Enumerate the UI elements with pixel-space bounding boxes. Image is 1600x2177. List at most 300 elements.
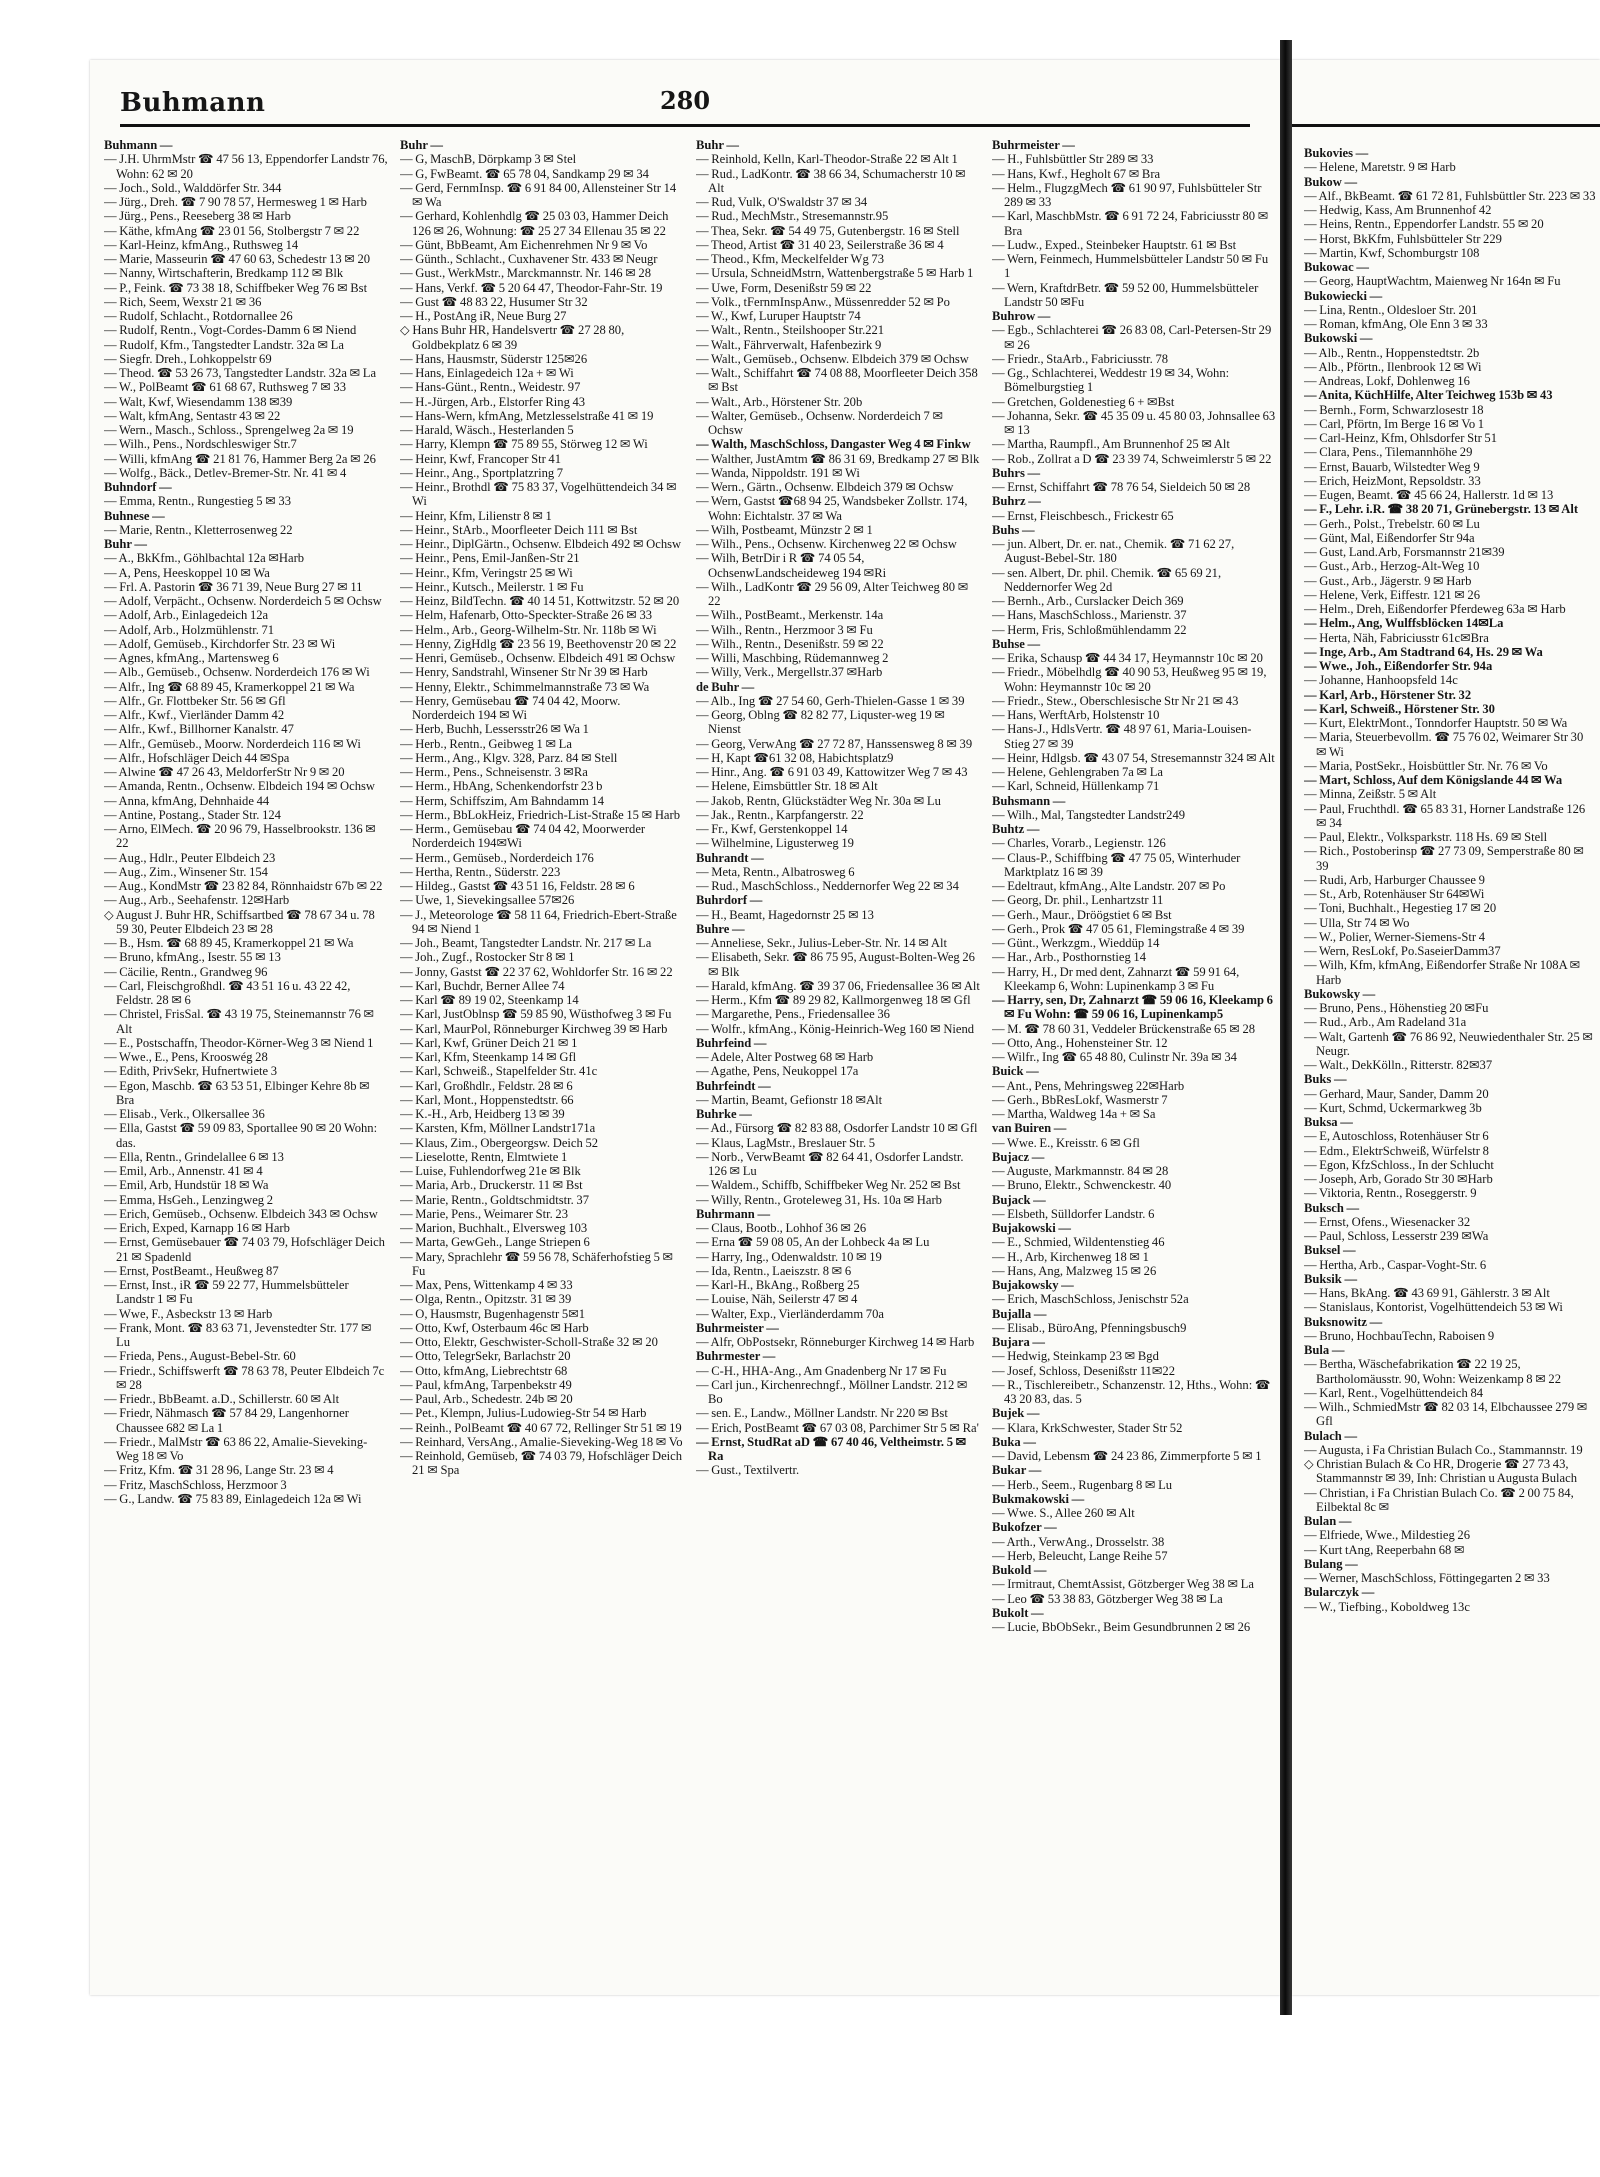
directory-entry: — Bertha, Wäschefabrikation ☎ 22 19 25, Bartholomäusstr. 90, Wohn: Weizenkamp 8 ✉ 22 — [1304, 1357, 1562, 1386]
directory-entry: — Ernst, StudRat aD ☎ 67 40 46, Veltheimstr. 5 ✉ Ra — [696, 1434, 967, 1463]
directory-entry: — Fritz, Kfm. ☎ 31 28 96, Lange Str. 23 ✉ 4 — [104, 1463, 334, 1478]
directory-entry: — Wwe. E., Kreisstr. 6 ✉ Gfl — [992, 1135, 1140, 1150]
directory-entry: — Otto, TelegrSekr, Barlachstr 20 — [400, 1349, 571, 1364]
directory-entry: — Jürg., Pens., Reeseberg 38 ✉ Harb — [104, 209, 291, 224]
directory-entry: — Friedr, Nähmasch ☎ 57 84 29, Langenhorner Chaussee 682 ✉ La 1 — [104, 1406, 349, 1435]
directory-entry: — Paul, Elektr., Volksparkstr. 118 Hs. 69 ✉ Stell — [1304, 830, 1548, 844]
directory-entry: — Elfriede, Wwe., Mildestieg 26 — [1304, 1528, 1470, 1543]
directory-entry: — Carl jun., Kirchenrechngf., Möllner Landstr. 212 ✉ Bo — [696, 1377, 968, 1406]
directory-entry: — Walt., Rentn., Steilshooper Str.221 — [696, 323, 885, 338]
directory-entry: — Alwine ☎ 47 26 43, MeldorferStr Nr 9 ✉ 20 — [104, 765, 345, 779]
directory-entry: — Carl, Pförtn, Im Berge 16 ✉ Vo 1 — [1304, 416, 1485, 431]
directory-entry: — Alf., BkBeamt. ☎ 61 72 81, Fuhlsbüttler Str. 223 ✉ 33 — [1304, 188, 1596, 203]
directory-entry: — Frl. A. Pastorin ☎ 36 71 39, Neue Burg 27 ✉ 11 — [104, 579, 363, 594]
directory-entry: — Herm., Kfm ☎ 89 29 82, Kallmorgenweg 18 ✉ Gfl — [696, 993, 971, 1007]
directory-entry: — Ulla, Str 74 ✉ Wo — [1304, 915, 1410, 930]
directory-entry: — Gust., Textilvertr. — [696, 1463, 800, 1478]
directory-entry: — Johanne, Hanhoopsfeld 14c — [1304, 673, 1458, 688]
directory-entry: — Otto, Elektr, Geschwister-Scholl-Straße 32 ✉ 20 — [400, 1335, 658, 1349]
directory-entry: — Georg, Dr. phil., Lenhartzstr 11 — [992, 893, 1164, 908]
directory-entry: — Claus-P., Schiffbing ☎ 47 75 05, Winterhuder Marktplatz 16 ✉ 39 — [992, 850, 1241, 879]
surname-heading: Bukowsky — — [1304, 986, 1376, 1001]
surname-heading: Bukovies — — [1304, 146, 1369, 160]
directory-entry: — Marie, Pens., Weimarer Str. 23 — [400, 1206, 568, 1221]
header-rule — [1292, 124, 1600, 127]
directory-entry: — Wern, Gastst ☎68 94 25, Wandsbeker Zollstr. 174, Wohn: Eichtalstr. 37 ✉ Wa — [696, 494, 968, 523]
directory-entry: — Stanislaus, Kontorist, Vogelhüttendeich 53 ✉ Wi — [1304, 1300, 1563, 1315]
directory-entry: — Mary, Sprachlehr ☎ 59 56 78, Schäferhofstieg 5 ✉ Fu — [400, 1249, 674, 1278]
column-1 — [104, 138, 388, 1978]
directory-entry: — Siegfr. Dreh., Lohkoppelstr 69 — [104, 351, 272, 366]
directory-entry: — H.-Jürgen, Arb., Elstorfer Ring 43 — [400, 394, 586, 409]
directory-entry: — Agathe, Pens, Neukoppel 17a — [696, 1064, 859, 1079]
directory-entry: — Theod, Artist ☎ 31 40 23, Seilerstraße 36 ✉ 4 — [696, 237, 944, 252]
directory-entry: — Joh., Beamt, Tangstedter Landstr. Nr. 217 ✉ La — [400, 936, 652, 950]
directory-entry: — Rich., Postoberinsp ☎ 27 73 09, Semperstraße 80 ✉ 39 — [1304, 844, 1584, 873]
directory-entry: — Wern., Masch., Schloss., Sprengelweg 2a ✉ 19 — [104, 423, 354, 437]
directory-entry: — Gust., Arb., Herzog-Alt-Weg 10 — [1304, 559, 1480, 574]
directory-entry: — Heinr, Hdlgsb. ☎ 43 07 54, Stresemannstr 324 ✉ Alt — [992, 750, 1275, 765]
directory-entry: — Alfr., Gr. Flottbeker Str. 56 ✉ Gfl — [104, 693, 286, 708]
directory-entry: — Karl, Kfm, Steenkamp 14 ✉ Gfl — [400, 1050, 577, 1064]
directory-entry: — Ursula, SchneidMstrn, Wattenbergstraße 5 ✉ Harb 1 — [696, 266, 974, 281]
surname-heading: Bulan — — [1304, 1514, 1352, 1528]
surname-heading: Buhrandt — — [696, 850, 764, 865]
directory-entry: — Heinr., Ang., Sportplatzring 7 — [400, 465, 564, 480]
directory-entry: — Walt, Kwf, Wiesendamm 138 ✉39 — [104, 394, 293, 409]
directory-entry: — Adele, Alter Postweg 68 ✉ Harb — [696, 1050, 874, 1064]
surname-heading: Bujakowski — — [992, 1221, 1071, 1235]
directory-entry: — Wilh., Mal, Tangstedter Landstr249 — [992, 807, 1186, 822]
directory-entry: — Rob., Zollrat a D ☎ 23 39 74, Schweimlerstr 5 ✉ 22 — [992, 451, 1272, 466]
surname-heading: Buks — — [1304, 1072, 1347, 1087]
directory-entry: — Günt., Werkzgm., Wieddüp 14 — [992, 936, 1160, 950]
directory-entry: — H, Kapt ☎61 32 08, Habichtsplatz9 — [696, 750, 894, 765]
directory-entry: — Helm, Hafenarb, Otto-Speckter-Straße 26 ✉ 33 — [400, 608, 653, 623]
directory-entry: — Friedr., MalMstr ☎ 63 86 22, Amalie-Sieveking-Weg 18 ✉ Vo — [104, 1434, 368, 1463]
directory-entry: — Walt, Gartenh ☎ 76 86 92, Neuwiedenthaler Str. 25 ✉ Neugr. — [1304, 1029, 1593, 1058]
directory-entry: — Anita, KüchHilfe, Alter Teichweg 153b ✉ 43 — [1304, 388, 1553, 403]
directory-entry: — Erich, PostBeamt ☎ 67 03 08, Parchimer Str 5 ✉ Ra' — [696, 1420, 979, 1435]
surname-heading: Buhrmeister — — [696, 1320, 779, 1335]
surname-heading: Buhsmann — — [992, 793, 1066, 808]
directory-entry: — C-H., HHA-Ang., Am Gnadenberg Nr 17 ✉ Fu — [696, 1363, 947, 1378]
surname-heading: Buhrfeindt — — [696, 1078, 771, 1093]
directory-entry: — Marion, Buchhalt., Elversweg 103 — [400, 1221, 588, 1235]
surname-heading: Bujara — — [992, 1335, 1046, 1349]
directory-entry: — Martha, Raumpfl., Am Brunnenhof 25 ✉ Alt — [992, 437, 1230, 452]
directory-entry: — Elisab., BüroAng, Pfenningsbusch9 — [992, 1320, 1187, 1335]
surname-heading: Bulang — — [1304, 1556, 1358, 1571]
directory-entry: — Herm, Fris, Schloßmühlendamm 22 — [992, 622, 1187, 637]
directory-entry: — Elsbeth, Sülldorfer Landstr. 6 — [992, 1206, 1155, 1221]
directory-entry: — Ernst, Bauarb, Wilstedter Weg 9 — [1304, 459, 1480, 474]
directory-entry: — Karl, Schweiß., Stapelfelder Str. 41c — [400, 1064, 598, 1079]
directory-entry: — Alfr., Kwf., Billhorner Kanalstr. 47 — [104, 722, 294, 737]
directory-entry: — Reinhold, Kelln, Karl-Theodor-Straße 22 ✉ Alt 1 — [696, 152, 958, 167]
directory-entry: — Bruno, HochbauTechn, Raboisen 9 — [1304, 1328, 1495, 1343]
directory-entry: — O, Hausmstr, Bugenhagenstr 5✉1 — [400, 1306, 586, 1321]
directory-entry: — Walther, JustAmtm ☎ 86 31 69, Bredkamp 27 ✉ Blk — [696, 451, 980, 466]
directory-entry: — Ella, Gastst ☎ 59 09 83, Sportallee 90 ✉ 20 Wohn: das. — [104, 1121, 378, 1150]
directory-entry: — Friedr., Möbelhdlg ☎ 40 90 53, Heußweg 95 ✉ 19, Wohn: Heymannstr 10c ✉ 20 — [992, 665, 1267, 694]
directory-entry: — Theod. ☎ 53 26 73, Tangstedter Landstr. 32a ✉ La — [104, 366, 377, 380]
directory-entry: — Viktoria, Rentn., Roseggerstr. 9 — [1304, 1186, 1477, 1201]
directory-entry: — Toni, Buchhalt., Hegestieg 17 ✉ 20 — [1304, 901, 1497, 916]
column-3 — [696, 138, 980, 1978]
directory-entry: — Lieselotte, Rentn, Elmtwiete 1 — [400, 1149, 568, 1164]
directory-entry: — Herb, Buchh, Lessersstr26 ✉ Wa 1 — [400, 722, 589, 737]
directory-entry: — Henny, ZigHdlg ☎ 23 56 19, Beethovenstr 20 ✉ 22 — [400, 636, 677, 651]
directory-columns — [104, 138, 1276, 1978]
directory-entry: — H., Fuhlsbüttler Str 289 ✉ 33 — [992, 152, 1154, 167]
directory-entry: — Ludw., Exped., Steinbeker Hauptstr. 61 ✉ Bst — [992, 237, 1237, 252]
directory-entry: — Irmitraut, ChemtAssist, Götzberger Weg 38 ✉ La — [992, 1577, 1254, 1592]
directory-entry: — Willi, kfmAng ☎ 21 81 76, Hammer Berg 2a ✉ 26 — [104, 451, 376, 466]
directory-entry: — Anna, kfmAng, Dehnhaide 44 — [104, 793, 270, 808]
directory-entry: — Käthe, kfmAng ☎ 23 01 56, Stolbergstr 7 ✉ 22 — [104, 223, 360, 238]
surname-heading: Buhs — — [992, 522, 1035, 537]
directory-entry: — Maria, PostSekr., Hoisbüttler Str. Nr. 76 ✉ Vo — [1304, 758, 1548, 773]
surname-heading: Buksa — — [1304, 1115, 1353, 1129]
directory-entry: — Elisabeth, Sekr. ☎ 86 75 95, August-Bolten-Weg 26 ✉ Blk — [696, 950, 975, 979]
surname-heading: Buhr — — [400, 138, 444, 152]
directory-entry: — Karl, Schneid, Hüllenkamp 71 — [992, 779, 1160, 794]
directory-entry: — W., PolBeamt ☎ 61 68 67, Ruthsweg 7 ✉ 33 — [104, 380, 346, 395]
directory-entry: — Rud., MaschSchloss., Neddernorfer Weg 22 ✉ 34 — [696, 879, 959, 893]
directory-entry: ◇ August J. Buhr HR, Schiffsartbed ☎ 78 67 34 u. 78 59 30, Peuter Elbdeich 23 ✉ 28 — [104, 907, 375, 936]
page-header — [120, 80, 1250, 124]
directory-entry: — Wwe, F., Asbeckstr 13 ✉ Harb — [104, 1306, 273, 1321]
directory-entry: — Klaus, Zim., Obergeorgsw. Deich 52 — [400, 1135, 599, 1150]
directory-entry: — Walter, Gemüseb., Ochsenw. Norderdeich 7 ✉ Ochsw — [696, 408, 943, 437]
directory-entry: — Alb., Rentn., Hoppenstedtstr. 2b — [1304, 345, 1480, 360]
directory-entry: — Helm., Dreh, Eißendorfer Pferdeweg 63a ✉ Harb — [1304, 602, 1566, 616]
directory-entry: — Helene, Gehlengraben 7a ✉ La — [992, 765, 1163, 779]
directory-entry: — Alfr., Kwf., Vierländer Damm 42 — [104, 708, 285, 722]
directory-entry: — Joseph, Arb, Gorado Str 30 ✉Harb — [1304, 1172, 1493, 1186]
directory-entry: — Martin, Kwf, Schomburgstr 108 — [1304, 245, 1480, 260]
surname-heading: Bukmakowski — — [992, 1491, 1085, 1506]
directory-entry: — Karl, Rent., Vogelhüttendeich 84 — [1304, 1385, 1484, 1400]
directory-entry: — Herm., Gemüseb., Norderdeich 176 — [400, 850, 594, 865]
directory-entry: — Georg, VerwAng ☎ 27 72 87, Hanssensweg 8 ✉ 39 — [696, 736, 973, 751]
directory-entry: — W., Kwf, Luruper Hauptstr 74 — [696, 309, 861, 323]
directory-entry: — Alfr., Ing ☎ 68 89 45, Kramerkoppel 21 ✉ Wa — [104, 679, 355, 694]
surname-heading: Bula — — [1304, 1343, 1345, 1357]
directory-entry: — Pet., Klempn, Julius-Ludowieg-Str 54 ✉ Harb — [400, 1406, 647, 1421]
directory-entry: — Erna ☎ 59 08 05, An der Lohbeck 4a ✉ Lu — [696, 1235, 930, 1250]
directory-entry: — Willy, Rentn., Groteleweg 31, Hs. 10a ✉ Harb — [696, 1192, 942, 1207]
directory-entry: — Walt., Gemüseb., Ochsenw. Elbdeich 379 ✉ Ochsw — [696, 351, 969, 366]
directory-entry: — sen. Albert, Dr. phil. Chemik. ☎ 65 69 21, Neddernorfer Weg 2d — [992, 565, 1222, 594]
directory-entry: — Helene, Maretstr. 9 ✉ Harb — [1304, 160, 1456, 175]
directory-entry: — Rudolf, Kfm., Tangstedter Landstr. 32a ✉ La — [104, 337, 344, 352]
directory-entry: — Harry, H., Dr med dent, Zahnarzt ☎ 59 91 64, Kleekamp 6, Wohn: Lupinenkamp 3 ✉ Fu — [992, 964, 1240, 993]
directory-entry: — Georg, Oblng ☎ 82 82 77, Liquster-weg 19 ✉ Nienst — [696, 708, 945, 737]
directory-entry: — G., Landw. ☎ 75 83 89, Einlagedeich 12a ✉ Wi — [104, 1491, 362, 1506]
directory-entry: — Edith, PrivSekr, Hufnertwiete 3 — [104, 1064, 278, 1079]
facing-columns — [1292, 138, 1600, 1978]
directory-entry: — Wern, Feinmech, Hummelsbütteler Landstr 50 ✉ Fu 1 — [992, 252, 1269, 281]
directory-entry: — Karl, MaschbMstr. ☎ 6 91 72 24, Fabriciusstr 80 ✉ Bra — [992, 209, 1269, 238]
directory-entry: — Gerh., BbResLokf, Wasmerstr 7 — [992, 1092, 1168, 1107]
directory-entry: — Fritz, MaschSchloss, Herzmoor 3 — [104, 1477, 287, 1492]
directory-entry: — Olga, Rentn., Opitzstr. 31 ✉ 39 — [400, 1292, 572, 1307]
directory-entry: — Wern, KraftdrBetr. ☎ 59 52 00, Hummelsbütteler Landstr 50 ✉Fu — [992, 280, 1259, 309]
surname-heading: Bukowski — — [1304, 331, 1373, 346]
directory-entry: — Walt., Arb., Hörstener Str. 20b — [696, 394, 863, 409]
directory-entry: — Gust., Arb., Jägerstr. 9 ✉ Harb — [1304, 573, 1472, 588]
surname-heading: Buksik — — [1304, 1271, 1358, 1286]
directory-entry: — E, Autoschloss, Rotenhäuser Str 6 — [1304, 1129, 1489, 1144]
directory-entry: — Ida, Rentn., Laeiszstr. 8 ✉ 6 — [696, 1263, 852, 1278]
directory-entry: — Harald, kfmAng. ☎ 39 37 06, Friedensallee 36 ✉ Alt — [696, 978, 980, 993]
directory-entry: — Willi, Maschbing, Rüdemannweg 2 — [696, 651, 889, 665]
directory-entry: — Hans, Verkf. ☎ 5 20 64 47, Theodor-Fahr-Str. 19 — [400, 280, 663, 295]
directory-entry: — Wilh., LadKontr ☎ 29 56 09, Alter Teichweg 80 ✉ 22 — [696, 579, 969, 608]
directory-entry: — Henri, Gemüseb., Ochsenw. Elbdeich 491 ✉ Ochsw — [400, 651, 676, 665]
directory-entry: — Herm., Ang., Klgv. 328, Parz. 84 ✉ Stell — [400, 750, 618, 765]
directory-entry: — Ad., Fürsorg ☎ 82 83 88, Osdorfer Landstr 10 ✉ Gfl — [696, 1121, 978, 1136]
directory-entry: — Heinr, Kfm, Lilienstr 8 ✉ 1 — [400, 508, 552, 523]
directory-entry: — Aug., Arb., Seehafenstr. 12✉Harb — [104, 893, 290, 908]
directory-entry: — Otto, Ang., Hohensteiner Str. 12 — [992, 1035, 1168, 1050]
directory-entry: — Walter, Exp., Vierländerdamm 70a — [696, 1306, 884, 1321]
directory-entry: — Aug., Zim., Winsener Str. 154 — [104, 864, 268, 879]
surname-heading: Bujalla — — [992, 1306, 1047, 1321]
directory-entry: — Georg, HauptWachtm, Maienweg Nr 164n ✉ Fu — [1304, 274, 1561, 289]
directory-entry: — sen. E., Landw., Möllner Landstr. Nr 220 ✉ Bst — [696, 1406, 948, 1421]
directory-entry: — Charles, Vorarb., Legienstr. 126 — [992, 836, 1166, 851]
directory-entry: — Walt, kfmAng, Sentastr 43 ✉ 22 — [104, 408, 281, 423]
directory-entry: — Rich, Seem, Wexstr 21 ✉ 36 — [104, 294, 262, 309]
facing-column — [1304, 146, 1596, 1986]
directory-entry: — Klara, KrkSchwester, Stader Str 52 — [992, 1420, 1183, 1435]
directory-entry: — Karl ☎ 89 19 02, Steenkamp 14 — [400, 993, 579, 1007]
directory-entry: — Heinz, BildTechn. ☎ 40 14 51, Kottwitzstr. 52 ✉ 20 — [400, 594, 680, 608]
directory-entry: — P., Feink. ☎ 73 38 18, Schiffbeker Weg 76 ✉ Bst — [104, 280, 368, 295]
directory-entry: — Emil, Arb, Hundstür 18 ✉ Wa — [104, 1178, 269, 1193]
directory-entry: — Ant., Pens, Mehringsweg 22✉Harb — [992, 1078, 1185, 1093]
directory-entry: — Adolf, Arb., Einlagedeich 12a — [104, 608, 269, 623]
surname-heading: van Buiren — — [992, 1121, 1067, 1136]
directory-entry: — Hans-Günt., Rentn., Weidestr. 97 — [400, 380, 581, 395]
directory-entry: — B., Hsm. ☎ 68 89 45, Kramerkoppel 21 ✉ Wa — [104, 936, 354, 950]
directory-entry: — David, Lebensm ☎ 24 23 86, Zimmerpforte 5 ✉ 1 — [992, 1449, 1262, 1463]
directory-entry: — Jak., Rentn., Karpfangerstr. 22 — [696, 807, 864, 822]
surname-heading: Buhrmester — — [696, 1349, 776, 1364]
directory-entry: — Friedr., StaArb., Fabriciusstr. 78 — [992, 351, 1169, 366]
directory-entry: — Marta, GewGeh., Lange Striepen 6 — [400, 1235, 590, 1250]
directory-entry: — Bernh., Arb., Curslacker Deich 369 — [992, 594, 1184, 608]
surname-heading: Buhrdorf — — [696, 893, 763, 908]
directory-entry: — Bruno, kfmAng., Isestr. 55 ✉ 13 — [104, 950, 281, 965]
directory-entry: — Karl, Schweiß., Hörstener Str. 30 — [1304, 701, 1495, 716]
surname-heading: Buhr — — [696, 138, 740, 152]
directory-entry: — Eugen, Beamt. ☎ 45 66 24, Hallerstr. 1d ✉ 13 — [1304, 488, 1554, 502]
directory-entry: — Hans, Hausmstr, Süderstr 125✉26 — [400, 351, 588, 366]
surname-heading: Buksnowitz — — [1304, 1314, 1383, 1329]
directory-entry: — Hildeg., Gastst ☎ 43 51 16, Feldstr. 28 ✉ 6 — [400, 879, 635, 893]
directory-entry: — Ernst, Schiffahrt ☎ 78 76 54, Sieldeich 50 ✉ 28 — [992, 480, 1251, 494]
directory-entry: — Wwe., E., Pens, Krooswég 28 — [104, 1050, 268, 1064]
book-gutter — [1280, 40, 1292, 2015]
directory-entry: — Auguste, Markmannstr. 84 ✉ 28 — [992, 1164, 1169, 1178]
surname-heading: Bujek — — [992, 1406, 1040, 1421]
directory-entry: — Margarethe, Pens., Friedensallee 36 — [696, 1007, 890, 1022]
directory-entry: — Karl, Arb., Hörstener Str. 32 — [1304, 687, 1472, 702]
directory-entry: — Rudolf, Schlacht., Rotdornallee 26 — [104, 309, 293, 323]
directory-entry: — Herm., Pens., Schneisenstr. 3 ✉Ra — [400, 765, 588, 779]
directory-entry: — Johanna, Sekr. ☎ 45 35 09 u. 45 80 03, Johnsallee 63 ✉ 13 — [992, 408, 1276, 437]
directory-entry: — Günt, BbBeamt, Am Eichenrehmen Nr 9 ✉ Vo — [400, 237, 648, 252]
directory-entry: — Hedwig, Kass, Am Brunnenhof 42 — [1304, 203, 1492, 217]
directory-entry: — Henny, Elektr., Schimmelmannstraße 73 ✉ Wa — [400, 679, 650, 694]
directory-entry: — Herb, Beleucht, Lange Reihe 57 — [992, 1548, 1168, 1563]
directory-entry: — Antine, Postang., Stader Str. 124 — [104, 807, 281, 822]
directory-entry: — Harry, Ing., Odenwaldstr. 10 ✉ 19 — [696, 1249, 882, 1264]
directory-entry: — Alb., Pförtn., Ilenbrook 12 ✉ Wi — [1304, 359, 1482, 374]
directory-entry: — Gerh., Maur., Dröögstiet 6 ✉ Bst — [992, 907, 1172, 922]
directory-entry: — Emil, Arb., Annenstr. 41 ✉ 4 — [104, 1164, 263, 1178]
directory-entry: — Ernst, Fleischbesch., Frickestr 65 — [992, 508, 1174, 523]
directory-entry: — Wwe. S., Allee 260 ✉ Alt — [992, 1506, 1135, 1520]
directory-entry: — Mart, Schloss, Auf dem Königslande 44 ✉ Wa — [1304, 773, 1563, 787]
directory-entry: — Joch., Sold., Walddörfer Str. 344 — [104, 180, 282, 195]
directory-entry: — G, FwBeamt. ☎ 65 78 04, Sandkamp 29 ✉ 34 — [400, 166, 649, 181]
directory-entry: — F., Lehr. i.R. ☎ 38 20 71, Grünebergstr. 13 ✉ Alt — [1304, 502, 1579, 517]
directory-entry: — Emma, Rentn., Rungestieg 5 ✉ 33 — [104, 494, 291, 509]
surname-heading: de Buhr — — [696, 679, 755, 694]
directory-entry: — Wilhelmine, Ligusterweg 19 — [696, 836, 854, 851]
directory-entry: — Erich, HeizMont, Repsoldstr. 33 — [1304, 473, 1481, 488]
surname-heading: Buka — — [992, 1434, 1036, 1449]
directory-entry: — Heinr., DiplGärtn., Ochsenw. Elbdeich 492 ✉ Ochsw — [400, 537, 682, 551]
directory-entry: — Herm., BbLokHeiz, Friedrich-List-Straße 15 ✉ Harb — [400, 807, 680, 822]
surname-heading: Buksch — — [1304, 1200, 1360, 1215]
directory-entry: — Carl, Fleischgroßhdl. ☎ 43 51 16 u. 43 22 42, Feldstr. 28 ✉ 6 — [104, 978, 351, 1007]
directory-entry: — Cäcilie, Rentn., Grandweg 96 — [104, 964, 268, 979]
directory-entry: — Hinr., Ang. ☎ 6 91 03 49, Kattowitzer Weg 7 ✉ 43 — [696, 765, 968, 779]
directory-entry: — H., Beamt, Hagedornstr 25 ✉ 13 — [696, 907, 874, 922]
directory-entry: — M. ☎ 78 60 31, Veddeler Brückenstraße 65 ✉ 28 — [992, 1021, 1256, 1036]
directory-entry: — Erika, Schausp ☎ 44 34 17, Heymannstr 10c ✉ 20 — [992, 651, 1263, 665]
directory-entry: — Karl, Buchdr, Berner Allee 74 — [400, 978, 565, 993]
directory-entry: — Heinr., Brothdl ☎ 75 83 37, Vogelhüttendeich 34 ✉ Wi — [400, 480, 677, 509]
directory-entry: — A, Pens, Heeskoppel 10 ✉ Wa — [104, 565, 270, 580]
directory-entry: — Gerhard, Kohlenhdlg ☎ 25 03 03, Hammer Deich 126 ✉ 26, Wohnung: ☎ 25 27 34 Ellenau 35 ✉ 22 — [400, 209, 669, 238]
directory-entry: — Wern., Gärtn., Ochsenw. Elbdeich 379 ✉ Ochsw — [696, 480, 954, 494]
directory-entry: — Carl-Heinz, Kfm, Ohlsdorfer Str 51 — [1304, 431, 1498, 445]
directory-entry: — Wilh., Pens., Ochsenw. Kirchenweg 22 ✉ Ochsw — [696, 537, 957, 551]
directory-entry: — Rudi, Arb, Harburger Chaussee 9 — [1304, 872, 1485, 887]
surname-heading: Buhr — — [104, 537, 148, 551]
surname-heading: Buick — — [992, 1064, 1039, 1079]
directory-entry: — Hans, Kwf., Hegholt 67 ✉ Bra — [992, 166, 1161, 181]
directory-entry: — Hertha, Rentn., Süderstr. 223 — [400, 864, 561, 879]
directory-entry: — Frank, Mont. ☎ 83 63 71, Jevenstedter Str. 177 ✉ Lu — [104, 1320, 372, 1349]
directory-entry: — Hans, WerftArb, Holstenstr 10 — [992, 708, 1160, 722]
surname-heading: Buksel — — [1304, 1243, 1356, 1258]
directory-entry: — Wilh., Rentn., Herzmoor 3 ✉ Fu — [696, 622, 873, 637]
directory-entry: — Jürg., Dreh. ☎ 7 90 78 57, Hermesweg 1 ✉ Harb — [104, 195, 367, 209]
directory-entry: — Heinr., Pens, Emil-Janßen-Str 21 — [400, 551, 580, 566]
surname-heading: Bukold — — [992, 1563, 1047, 1577]
directory-entry: — Karl-Heinz, kfmAng., Ruthsweg 14 — [104, 237, 299, 252]
directory-entry: — Henry, Gemüsebau ☎ 74 04 42, Moorw. Norderdeich 194 ✉ Wi — [400, 693, 621, 722]
directory-entry: — Rud., MechMstr., Stresemannstr.95 — [696, 209, 889, 224]
directory-entry: — Werner, MaschSchloss, Föttingegarten 2 ✉ 33 — [1304, 1571, 1550, 1585]
directory-entry: — Hans-J., HdlsVertr. ☎ 48 97 61, Maria-Louisen-Stieg 27 ✉ 39 — [992, 722, 1252, 751]
surname-heading: Buhnese — — [104, 508, 165, 523]
directory-entry: — Heinr, Kwf, Francoper Str 41 — [400, 451, 562, 466]
directory-entry: — Christian, i Fa Christian Bulach Co. ☎ 2 00 75 84, Eilbektal 8c ✉ — [1304, 1485, 1574, 1514]
directory-entry: — Harald, Wäsch., Hesterlanden 5 — [400, 423, 574, 437]
surname-heading: Bulach — — [1304, 1428, 1358, 1443]
directory-entry: — Bernh., Form, Schwarzlosestr 18 — [1304, 402, 1484, 417]
directory-entry: — Josef, Schloss, Desenißstr 11✉22 — [992, 1363, 1175, 1378]
surname-heading: Bukolt — — [992, 1605, 1044, 1620]
directory-entry: — R., Tischlereibetr., Schanzenstr. 12, Hths., Wohn: ☎ 43 20 83, das. 5 — [992, 1377, 1271, 1406]
directory-entry: — Wolfr., kfmAng., König-Heinrich-Weg 160 ✉ Niend — [696, 1021, 975, 1036]
directory-entry: — Uwe, Form, Desenißstr 59 ✉ 22 — [696, 280, 872, 295]
directory-entry: — Ernst, Inst., iR ☎ 59 22 77, Hummelsbütteler Landstr 1 ✉ Fu — [104, 1278, 349, 1307]
directory-entry: — Gerhard, Maur, Sander, Damm 20 — [1304, 1086, 1489, 1101]
directory-entry: — Herta, Näh, Fabriciusstr 61c✉Bra — [1304, 630, 1489, 645]
directory-entry: — Heinr., Kfm, Veringstr 25 ✉ Wi — [400, 565, 573, 580]
directory-entry: — Gust ☎ 48 83 22, Husumer Str 32 — [400, 294, 588, 309]
directory-entry: — W., Polier, Werner-Siemens-Str 4 — [1304, 929, 1486, 944]
directory-entry: — Karl-H., BkAng., Roßberg 25 — [696, 1278, 860, 1292]
directory-entry: — Agnes, kfmAng., Martensweg 6 — [104, 651, 279, 665]
directory-entry: — Luise, Fuhlendorfweg 21e ✉ Blk — [400, 1164, 581, 1178]
directory-entry: — Arno, ElMech. ☎ 20 96 79, Hasselbrookstr. 136 ✉ 22 — [104, 822, 376, 851]
directory-entry: — Martin, Beamt, Gefionstr 18 ✉Alt — [696, 1092, 883, 1107]
header-rule — [120, 124, 1250, 127]
surname-heading: Buhse — — [992, 636, 1041, 651]
directory-entry: — Meta, Rentn., Albatrosweg 6 — [696, 864, 855, 879]
directory-entry: — Kurt, Schmd, Uckermarkweg 3b — [1304, 1100, 1482, 1115]
directory-entry: — Gg., Schlachterei, Weddestr 19 ✉ 34, Wohn: Bömelburgstieg 1 — [992, 366, 1230, 395]
directory-entry: — Adolf, Gemüseb., Kirchdorfer Str. 23 ✉ Wi — [104, 636, 336, 651]
directory-entry: — Adolf, Verpächt., Ochsenw. Norderdeich 5 ✉ Ochsw — [104, 594, 382, 608]
surname-heading: Buhrfeind — — [696, 1035, 767, 1050]
directory-entry: — Emma, HsGeh., Lenzingweg 2 — [104, 1192, 274, 1207]
directory-entry: — Otto, kfmAng, Liebrechtstr 68 — [400, 1363, 568, 1378]
directory-entry: — Wanda, Nippoldstr. 191 ✉ Wi — [696, 465, 860, 480]
directory-entry: — E., Schmied, Wildentenstieg 46 — [992, 1235, 1165, 1250]
directory-entry: — Hans, BkAng. ☎ 43 69 91, Gählerstr. 3 ✉ Alt — [1304, 1286, 1550, 1300]
directory-entry: — Reinhold, Gemüseb, ☎ 74 03 79, Hofschläger Deich 21 ✉ Spa — [400, 1449, 683, 1478]
directory-entry: — Joh., Zugf., Rostocker Str 8 ✉ 1 — [400, 950, 575, 965]
directory-entry: — Wilh, BetrDir i R ☎ 74 05 54, OchsenwLandscheideweg 194 ✉Ri — [696, 551, 887, 580]
directory-entry: — Maria, Arb., Druckerstr. 11 ✉ Bst — [400, 1178, 583, 1193]
directory-entry: — Karl, Mont., Hoppenstedtstr. 66 — [400, 1092, 574, 1107]
directory-entry: — J., Meteorologe ☎ 58 11 64, Friedrich-Ebert-Straße 94 ✉ Niend 1 — [400, 907, 677, 936]
directory-entry: — Minna, Zeißstr. 5 ✉ Alt — [1304, 787, 1437, 802]
directory-entry: — Reinh., PolBeamt ☎ 40 67 72, Rellinger Str 51 ✉ 19 — [400, 1420, 682, 1435]
directory-entry: — Wilh., Rentn., Desenißstr. 59 ✉ 22 — [696, 636, 884, 651]
directory-entry: — Wilh, Kfm, kfmAng, Eißendorfer Straße Nr 108A ✉ Harb — [1304, 958, 1581, 987]
directory-entry: — K.-H., Arb, Heidberg 13 ✉ 39 — [400, 1107, 565, 1121]
directory-entry: — Friedr., Stew., Oberschlesische Str Nr 21 ✉ 43 — [992, 693, 1239, 708]
directory-entry: — Elisab., Verk., Olkersallee 36 — [104, 1107, 265, 1121]
surname-heading: Buhtz — — [992, 822, 1040, 836]
directory-entry: — Lucie, BbObSekr., Beim Gesundbrunnen 2 ✉ 26 — [992, 1620, 1251, 1634]
surname-heading: Bularczyk — — [1304, 1585, 1375, 1600]
directory-entry: — Leo ☎ 53 38 83, Götzberger Weg 38 ✉ La — [992, 1591, 1223, 1606]
